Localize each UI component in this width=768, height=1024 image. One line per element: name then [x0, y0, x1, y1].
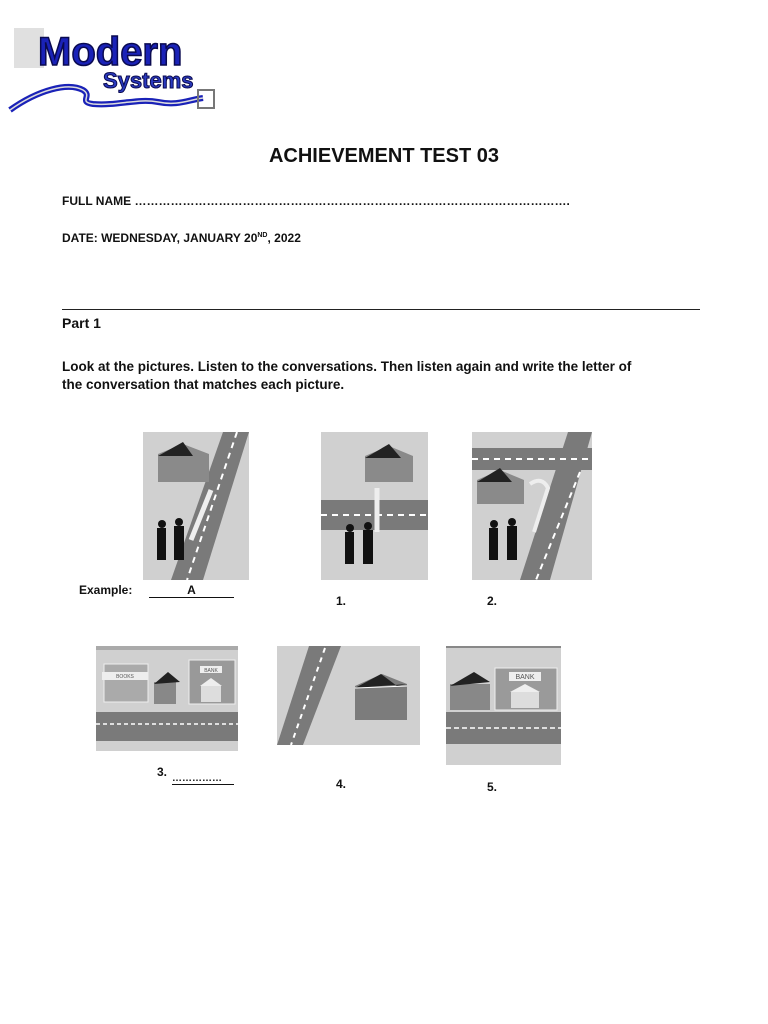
instructions-line-1: Look at the pictures. Listen to the conversations. Then listen again and write the letter of: [62, 359, 632, 374]
picture-2-label: 2.: [487, 594, 498, 608]
full-name-dots[interactable]: ……………………………………………………………………………………………….: [134, 194, 570, 208]
picture-3-label: 3.: [157, 765, 168, 779]
instructions-line-2: the conversation that matches each picture.: [62, 377, 345, 392]
picture-5-label: 5.: [487, 780, 498, 794]
instructions: [62, 358, 631, 394]
divider: [62, 309, 700, 310]
part-title: Part 1: [62, 315, 101, 331]
page-title: ACHIEVEMENT TEST 03: [268, 145, 500, 167]
picture-3-answer[interactable]: ……………: [172, 774, 234, 785]
picture-example: [143, 432, 249, 580]
bank-sign-3: BANK: [204, 668, 218, 674]
logo-text-systems: Systems: [103, 68, 194, 93]
modern-systems-logo: [8, 20, 220, 116]
date-year: , 2022: [267, 231, 301, 245]
full-name-label: FULL NAME: [62, 194, 132, 208]
example-label: Example:: [79, 583, 133, 597]
example-answer[interactable]: A: [149, 583, 234, 598]
date-line: [62, 231, 301, 245]
picture-4: [277, 646, 420, 745]
logo-text-modern: Modern: [38, 30, 183, 74]
date-suffix: ND: [257, 232, 268, 239]
full-name-field: [62, 194, 570, 208]
picture-4-label: 4.: [336, 777, 347, 791]
picture-1-label: 1.: [336, 594, 347, 608]
bank-sign-5: BANK: [515, 674, 535, 681]
picture-3: [96, 646, 238, 751]
picture-2: [472, 432, 592, 580]
date-text: DATE: WEDNESDAY, JANUARY 20: [62, 231, 258, 245]
books-sign: BOOKS: [116, 674, 134, 680]
picture-5: [446, 646, 561, 765]
picture-1: [321, 432, 428, 580]
